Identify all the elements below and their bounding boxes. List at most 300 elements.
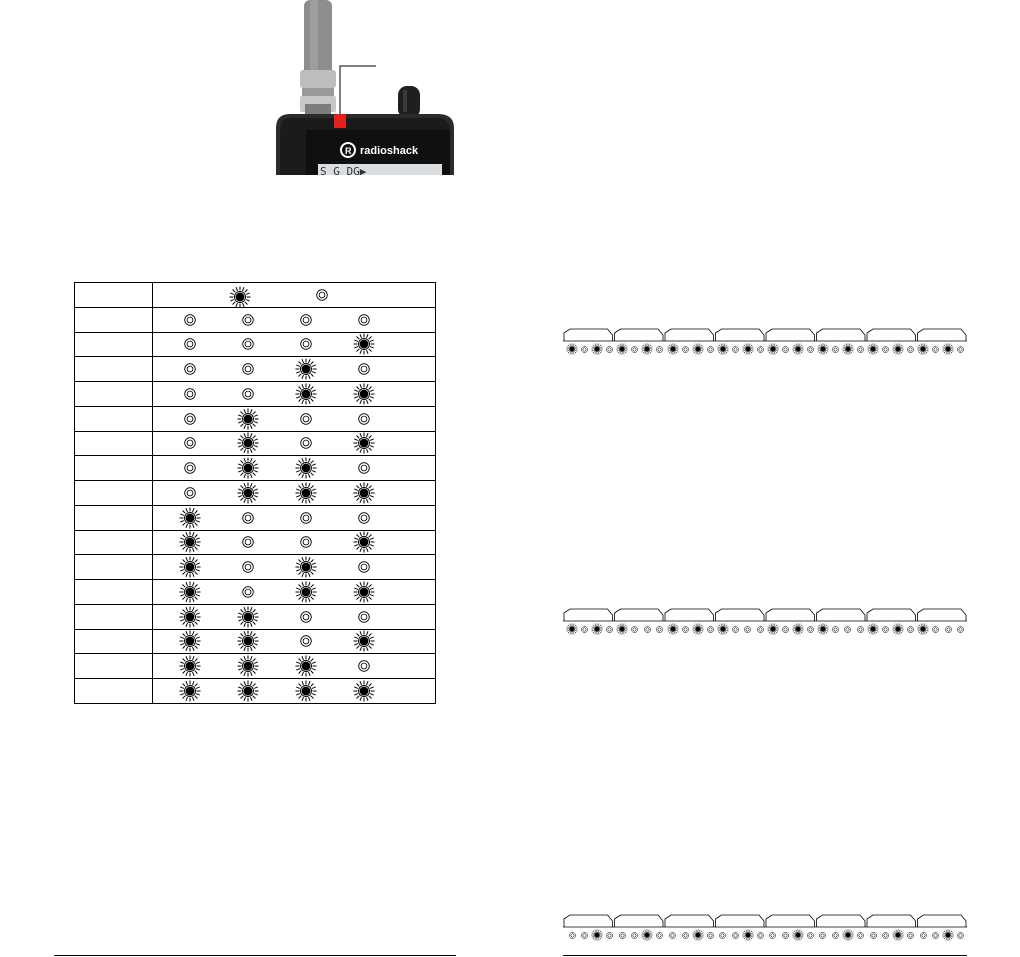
led-lit-icon — [792, 623, 804, 635]
led-unlit-icon — [184, 338, 196, 350]
led-strip-3 — [563, 914, 967, 928]
led-unlit-icon — [629, 928, 642, 942]
led-lit-icon — [591, 623, 603, 635]
led-unlit-icon — [631, 932, 638, 939]
led-unlit-icon — [237, 382, 295, 405]
led-lit-icon — [353, 531, 375, 553]
led-lit-icon — [179, 630, 237, 653]
led-unlit-icon — [954, 342, 967, 356]
led-lit-icon — [295, 581, 317, 603]
row-leds — [153, 456, 436, 481]
led-unlit-icon — [954, 928, 967, 942]
led-lit-icon — [295, 482, 317, 504]
led-unlit-icon — [907, 932, 914, 939]
led-unlit-icon — [184, 487, 196, 499]
led-unlit-icon — [242, 314, 254, 326]
led-unlit-icon — [957, 346, 964, 353]
led-lit-icon — [353, 581, 375, 603]
led-lit-icon — [767, 623, 779, 635]
header-label-cell — [75, 283, 153, 308]
led-unlit-icon — [358, 512, 370, 524]
led-unlit-icon — [807, 626, 814, 633]
led-lit-icon — [892, 343, 904, 355]
led-unlit-icon — [729, 928, 742, 942]
led-unlit-icon — [184, 437, 196, 449]
row-label — [75, 382, 153, 407]
led-lit-icon — [842, 929, 854, 941]
led-unlit-icon — [237, 506, 295, 529]
row-label — [75, 357, 153, 382]
led-lit-icon — [353, 482, 375, 504]
row-leds — [153, 505, 436, 530]
led-lit-icon — [591, 342, 604, 356]
led-unlit-icon — [769, 932, 776, 939]
row-label — [75, 406, 153, 431]
led-unlit-icon — [682, 932, 689, 939]
led-unlit-icon — [829, 928, 842, 942]
led-lit-icon — [942, 343, 954, 355]
led-unlit-icon — [954, 622, 967, 636]
led-unlit-icon — [184, 413, 196, 425]
led-unlit-icon — [353, 605, 411, 628]
led-lit-icon — [353, 630, 375, 652]
led-lit-icon — [616, 623, 628, 635]
led-unlit-icon — [629, 342, 642, 356]
led-unlit-icon — [829, 622, 842, 636]
table-row — [75, 654, 436, 679]
led-lit-icon — [667, 343, 679, 355]
led-unlit-icon — [804, 622, 817, 636]
led-unlit-icon — [754, 342, 767, 356]
led-lit-icon — [237, 407, 295, 430]
led-lit-icon — [942, 928, 955, 942]
led-unlit-icon — [629, 622, 642, 636]
led-lit-icon — [179, 655, 201, 677]
led-unlit-icon — [782, 626, 789, 633]
table-row — [75, 555, 436, 580]
led-unlit-icon — [945, 626, 952, 633]
led-lit-icon — [741, 342, 754, 356]
led-unlit-icon — [581, 932, 588, 939]
led-unlit-icon — [353, 655, 411, 678]
led-lit-icon — [295, 358, 353, 381]
led-lit-icon — [892, 928, 905, 942]
led-lit-icon — [237, 606, 259, 628]
led-unlit-icon — [300, 512, 312, 524]
led-unlit-icon — [719, 932, 726, 939]
led-unlit-icon — [295, 531, 353, 554]
led-lit-icon — [353, 481, 411, 504]
led-lit-icon — [295, 556, 317, 578]
led-unlit-icon — [832, 346, 839, 353]
led-unlit-icon — [656, 626, 663, 633]
led-unlit-icon — [184, 363, 196, 375]
led-unlit-icon — [832, 626, 839, 633]
led-unlit-icon — [358, 413, 370, 425]
led-unlit-icon — [237, 556, 295, 579]
led-unlit-icon — [957, 626, 964, 633]
led-lit-icon — [237, 457, 295, 480]
led-lit-icon — [817, 343, 829, 355]
led-unlit-icon — [316, 289, 328, 301]
led-unlit-icon — [957, 932, 964, 939]
table-row — [75, 332, 436, 357]
led-unlit-icon — [358, 462, 370, 474]
led-lit-icon — [892, 623, 904, 635]
led-unlit-icon — [854, 622, 867, 636]
led-lit-icon — [237, 680, 259, 702]
led-unlit-icon — [316, 288, 328, 306]
led-unlit-icon — [904, 622, 917, 636]
led-lit-icon — [817, 342, 830, 356]
brand-text: radioshack — [360, 145, 419, 157]
led-lit-icon — [792, 929, 804, 941]
led-lit-icon — [591, 928, 604, 942]
led-unlit-icon — [358, 611, 370, 623]
led-unlit-icon — [358, 561, 370, 573]
led-unlit-icon — [179, 333, 237, 356]
led-lit-icon — [295, 679, 353, 702]
table-row — [75, 307, 436, 332]
led-lit-icon — [917, 342, 930, 356]
led-unlit-icon — [804, 928, 817, 942]
led-unlit-icon — [631, 626, 638, 633]
led-lit-icon — [892, 929, 904, 941]
led-unlit-icon — [817, 928, 830, 942]
row-label — [75, 332, 153, 357]
led-unlit-icon — [932, 346, 939, 353]
led-lit-icon — [691, 928, 704, 942]
led-lit-icon — [917, 623, 929, 635]
row-leds — [153, 406, 436, 431]
row-leds — [153, 580, 436, 605]
lcd-text: S G DG▶ — [320, 165, 367, 175]
led-unlit-icon — [654, 342, 667, 356]
led-lit-icon — [229, 286, 251, 308]
led-unlit-icon — [679, 342, 692, 356]
led-lit-icon — [237, 679, 295, 702]
led-lit-icon — [237, 432, 259, 454]
led-lit-icon — [179, 556, 201, 578]
table-row — [75, 530, 436, 555]
led-lit-icon — [295, 580, 353, 603]
row-label — [75, 431, 153, 456]
led-unlit-icon — [682, 626, 689, 633]
led-unlit-icon — [767, 928, 780, 942]
led-lit-icon — [792, 343, 804, 355]
segment-frame — [563, 608, 967, 622]
led-lit-icon — [353, 679, 411, 702]
led-lit-icon — [353, 382, 411, 405]
led-lit-icon — [237, 432, 295, 455]
led-lit-icon — [817, 622, 830, 636]
row-label — [75, 679, 153, 704]
led-unlit-icon — [669, 932, 676, 939]
led-lit-icon — [867, 343, 879, 355]
led-unlit-icon — [606, 626, 613, 633]
led-unlit-icon — [242, 363, 254, 375]
led-lit-icon — [942, 342, 955, 356]
row-leds — [153, 604, 436, 629]
led-unlit-icon — [807, 932, 814, 939]
led-unlit-icon — [857, 932, 864, 939]
led-lit-icon — [591, 622, 604, 636]
row-leds — [153, 382, 436, 407]
led-unlit-icon — [782, 932, 789, 939]
led-unlit-icon — [682, 346, 689, 353]
led-unlit-icon — [920, 932, 927, 939]
led-strip-1 — [563, 328, 967, 342]
led-lit-icon — [742, 343, 754, 355]
scanner-photo — [270, 0, 460, 175]
led-unlit-icon — [295, 506, 353, 529]
led-lit-icon — [179, 556, 237, 579]
led-unlit-icon — [179, 382, 237, 405]
led-combination-table — [74, 282, 436, 704]
led-lit-icon — [917, 622, 930, 636]
led-lit-icon — [792, 342, 805, 356]
led-lit-icon — [353, 432, 411, 455]
led-unlit-icon — [242, 338, 254, 350]
led-unlit-icon — [779, 342, 792, 356]
led-lit-icon — [616, 622, 629, 636]
led-lit-icon — [295, 655, 317, 677]
led-lit-icon — [179, 655, 237, 678]
led-unlit-icon — [566, 928, 579, 942]
strip-led-row — [563, 342, 967, 356]
led-unlit-icon — [358, 363, 370, 375]
led-lit-icon — [692, 623, 704, 635]
led-lit-icon — [179, 580, 237, 603]
led-unlit-icon — [707, 626, 714, 633]
led-lit-icon — [295, 382, 353, 405]
row-leds — [153, 629, 436, 654]
header-icons-cell — [153, 283, 436, 308]
led-lit-icon — [353, 333, 375, 355]
row-label — [75, 555, 153, 580]
led-lit-icon — [842, 928, 855, 942]
led-lit-icon — [179, 605, 237, 628]
led-lit-icon — [716, 622, 729, 636]
led-lit-icon — [741, 928, 754, 942]
led-lit-icon — [691, 342, 704, 356]
led-lit-icon — [566, 623, 578, 635]
led-lit-icon — [867, 342, 880, 356]
led-unlit-icon — [654, 622, 667, 636]
led-lit-icon — [717, 623, 729, 635]
led-unlit-icon — [867, 928, 880, 942]
led-lit-icon — [641, 342, 654, 356]
table-row — [75, 357, 436, 382]
led-lit-icon — [892, 622, 905, 636]
led-unlit-icon — [779, 622, 792, 636]
led-lit-icon — [717, 343, 729, 355]
led-unlit-icon — [581, 346, 588, 353]
led-unlit-icon — [631, 346, 638, 353]
led-unlit-icon — [882, 346, 889, 353]
led-unlit-icon — [666, 928, 679, 942]
led-lit-icon — [667, 623, 679, 635]
led-unlit-icon — [300, 338, 312, 350]
led-unlit-icon — [604, 622, 617, 636]
led-unlit-icon — [879, 342, 892, 356]
led-lit-icon — [591, 343, 603, 355]
led-unlit-icon — [353, 407, 411, 430]
led-lit-icon — [179, 680, 201, 702]
led-unlit-icon — [942, 622, 955, 636]
led-strip-2 — [563, 608, 967, 622]
led-unlit-icon — [569, 932, 576, 939]
led-unlit-icon — [237, 580, 295, 603]
led-lit-icon — [867, 622, 880, 636]
led-lit-icon — [641, 343, 653, 355]
table-row — [75, 406, 436, 431]
led-lit-icon — [353, 383, 375, 405]
led-unlit-icon — [184, 314, 196, 326]
led-unlit-icon — [929, 928, 942, 942]
led-unlit-icon — [184, 462, 196, 474]
scanner-illustration — [270, 0, 460, 175]
led-unlit-icon — [606, 346, 613, 353]
led-unlit-icon — [819, 932, 826, 939]
led-unlit-icon — [729, 622, 742, 636]
led-unlit-icon — [579, 928, 592, 942]
led-unlit-icon — [300, 635, 312, 647]
led-lit-icon — [767, 343, 779, 355]
segment-frame — [563, 328, 967, 342]
led-lit-icon — [179, 679, 237, 702]
led-lit-icon — [295, 383, 317, 405]
led-unlit-icon — [353, 308, 411, 331]
row-label — [75, 580, 153, 605]
led-lit-icon — [237, 408, 259, 430]
led-unlit-icon — [358, 660, 370, 672]
led-unlit-icon — [907, 626, 914, 633]
led-unlit-icon — [300, 314, 312, 326]
led-lit-icon — [353, 531, 411, 554]
led-unlit-icon — [929, 342, 942, 356]
led-lit-icon — [716, 342, 729, 356]
led-lit-icon — [842, 343, 854, 355]
led-unlit-icon — [656, 932, 663, 939]
led-lit-icon — [566, 343, 578, 355]
led-unlit-icon — [782, 346, 789, 353]
led-lit-icon — [353, 580, 411, 603]
led-unlit-icon — [704, 622, 717, 636]
led-unlit-icon — [679, 928, 692, 942]
led-lit-icon — [353, 630, 411, 653]
led-unlit-icon — [179, 432, 237, 455]
led-unlit-icon — [757, 932, 764, 939]
led-lit-icon — [691, 622, 704, 636]
led-unlit-icon — [932, 932, 939, 939]
row-label — [75, 505, 153, 530]
led-lit-icon — [237, 457, 259, 479]
led-unlit-icon — [904, 928, 917, 942]
led-unlit-icon — [616, 928, 629, 942]
led-lit-icon — [237, 605, 295, 628]
led-unlit-icon — [300, 536, 312, 548]
led-lit-icon — [295, 556, 353, 579]
led-unlit-icon — [732, 626, 739, 633]
led-unlit-icon — [179, 407, 237, 430]
led-lit-icon — [353, 333, 411, 356]
table-row — [75, 456, 436, 481]
row-leds — [153, 481, 436, 506]
led-lit-icon — [792, 928, 805, 942]
led-unlit-icon — [619, 932, 626, 939]
led-lit-icon — [179, 630, 201, 652]
led-lit-icon — [179, 581, 201, 603]
table-row — [75, 382, 436, 407]
led-unlit-icon — [353, 358, 411, 381]
led-unlit-icon — [358, 314, 370, 326]
row-label — [75, 604, 153, 629]
led-unlit-icon — [807, 346, 814, 353]
led-unlit-icon — [932, 626, 939, 633]
led-unlit-icon — [804, 342, 817, 356]
led-lit-icon — [237, 655, 295, 678]
knob-icon — [398, 86, 420, 118]
led-lit-icon — [237, 481, 295, 504]
row-leds — [153, 555, 436, 580]
led-unlit-icon — [854, 342, 867, 356]
led-unlit-icon — [353, 457, 411, 480]
table-row — [75, 431, 436, 456]
led-unlit-icon — [179, 358, 237, 381]
led-lit-icon — [917, 343, 929, 355]
led-unlit-icon — [757, 626, 764, 633]
led-lit-icon — [742, 929, 754, 941]
led-lit-icon — [295, 680, 317, 702]
led-unlit-icon — [844, 626, 851, 633]
led-unlit-icon — [707, 932, 714, 939]
led-lit-icon — [295, 655, 353, 678]
led-unlit-icon — [744, 626, 751, 633]
led-unlit-icon — [904, 342, 917, 356]
led-unlit-icon — [242, 586, 254, 598]
table-row — [75, 481, 436, 506]
row-label — [75, 456, 153, 481]
led-unlit-icon — [242, 512, 254, 524]
led-unlit-icon — [242, 388, 254, 400]
led-unlit-icon — [654, 928, 667, 942]
led-unlit-icon — [707, 346, 714, 353]
led-unlit-icon — [179, 481, 237, 504]
led-unlit-icon — [854, 928, 867, 942]
led-lit-icon — [792, 622, 805, 636]
row-leds — [153, 679, 436, 704]
led-lit-icon — [295, 358, 317, 380]
svg-text:R: R — [345, 146, 352, 156]
led-unlit-icon — [917, 928, 930, 942]
led-lit-icon — [692, 929, 704, 941]
led-unlit-icon — [184, 388, 196, 400]
led-lit-icon — [892, 342, 905, 356]
row-label — [75, 629, 153, 654]
led-unlit-icon — [295, 432, 353, 455]
led-lit-icon — [353, 432, 375, 454]
led-lit-icon — [591, 929, 603, 941]
led-lit-icon — [566, 342, 579, 356]
led-lit-icon — [295, 457, 353, 480]
footer-rule-left — [54, 955, 456, 956]
led-lit-icon — [237, 655, 259, 677]
segment-frame — [563, 914, 967, 928]
led-lit-icon — [767, 342, 780, 356]
led-unlit-icon — [704, 928, 717, 942]
led-unlit-icon — [604, 342, 617, 356]
